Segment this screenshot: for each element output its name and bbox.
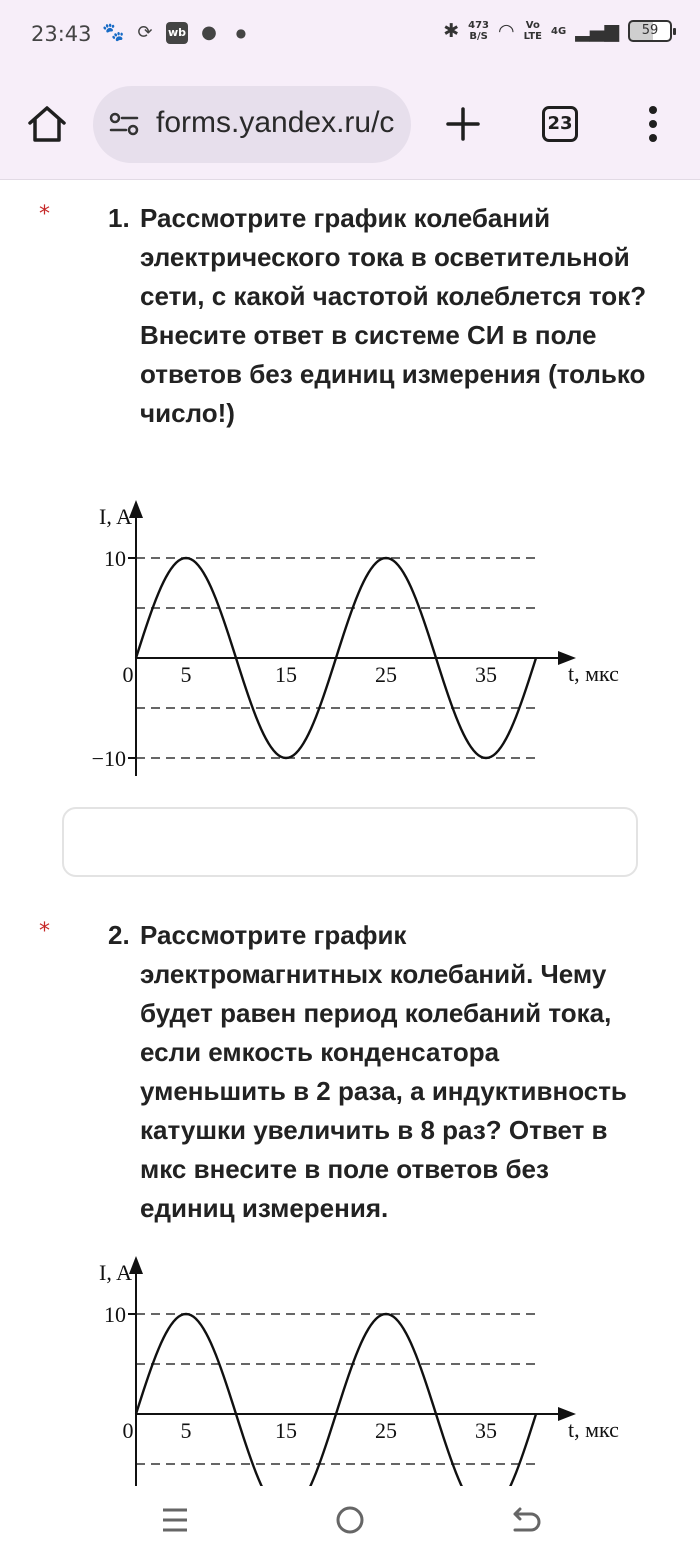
more-menu-icon[interactable] (642, 104, 664, 144)
question-body: Рассмотрите график электромагнитных колебаний. Чему будет равен период колебаний тока, если емкость конденсатора уменьшить в 2 раза, а индуктивность катушки увеличить в 8 раз? Ответ в мкс внесите в поле ответов без единиц измерения. (140, 920, 627, 1223)
recents-icon[interactable] (155, 1500, 195, 1540)
status-bar (0, 0, 700, 72)
question-body: Рассмотрите график колебаний электрического тока в осветительной сети, с какой частотой колеблется ток? Внесите ответ в системе СИ в поле ответов без единиц измерения (только число!) (140, 203, 647, 428)
answer-input-1[interactable] (62, 807, 638, 877)
net-speed: 473 B/S (468, 20, 490, 42)
volte-badge: Vo LTE (523, 20, 542, 42)
url-text[interactable]: forms.yandex.ru/c (156, 106, 395, 139)
x-tick-label: 35 (475, 1418, 497, 1443)
x-tick-label: 35 (475, 662, 497, 687)
url-bar[interactable] (93, 86, 411, 163)
x-tick-label: 25 (375, 1418, 397, 1443)
site-settings-icon[interactable] (109, 111, 139, 137)
required-mark: * (39, 919, 50, 944)
tab-switcher-button[interactable]: 23 (542, 106, 578, 142)
home-nav-icon[interactable] (330, 1500, 370, 1540)
wb-app-icon: wb (166, 22, 188, 44)
fox-app-icon: 🐾 (102, 22, 125, 43)
system-icons (443, 20, 672, 42)
chat-app-icon: ● (201, 22, 217, 43)
form-content (0, 181, 700, 1486)
origin-label: 0 (122, 662, 134, 687)
more-notifications-icon: ● (235, 26, 247, 40)
sync-app-icon: ⟳ (137, 22, 153, 43)
y-tick-label: 10 (104, 546, 126, 571)
question-1-text (108, 199, 648, 433)
current-oscillation-chart-1 (80, 496, 630, 786)
y-axis-label: I, A (99, 504, 132, 529)
back-icon[interactable] (505, 1500, 545, 1540)
x-axis-label: t, мкс (568, 1417, 619, 1442)
current-oscillation-chart-2 (80, 1252, 630, 1486)
battery-icon: 59 (628, 20, 672, 42)
status-time: 23:43 (31, 22, 92, 46)
question-2-text (108, 916, 648, 1228)
network-type: 4G (550, 25, 567, 37)
notification-icons (102, 22, 252, 44)
required-mark: * (39, 202, 50, 227)
signal-icon: ▂▄▆ (575, 20, 619, 42)
x-tick-label: 15 (275, 662, 297, 687)
browser-toolbar (0, 72, 700, 180)
origin-label: 0 (122, 1418, 134, 1443)
y-axis-label: I, A (99, 1260, 132, 1285)
question-number: 2. (108, 920, 130, 950)
home-icon[interactable] (26, 103, 68, 145)
wifi-icon: ◠ (498, 20, 515, 42)
x-tick-label: 25 (375, 662, 397, 687)
system-nav-bar (0, 1486, 700, 1556)
x-tick-label: 5 (180, 1418, 192, 1443)
y-tick-label: 10 (104, 1302, 126, 1327)
x-tick-label: 5 (180, 662, 192, 687)
bluetooth-icon: ✱ (443, 20, 460, 42)
x-tick-label: 15 (275, 1418, 297, 1443)
new-tab-icon[interactable] (444, 105, 482, 143)
x-axis-label: t, мкс (568, 661, 619, 686)
series-line (136, 1314, 536, 1486)
y-tick-label: −10 (91, 746, 126, 771)
question-number: 1. (108, 203, 130, 233)
